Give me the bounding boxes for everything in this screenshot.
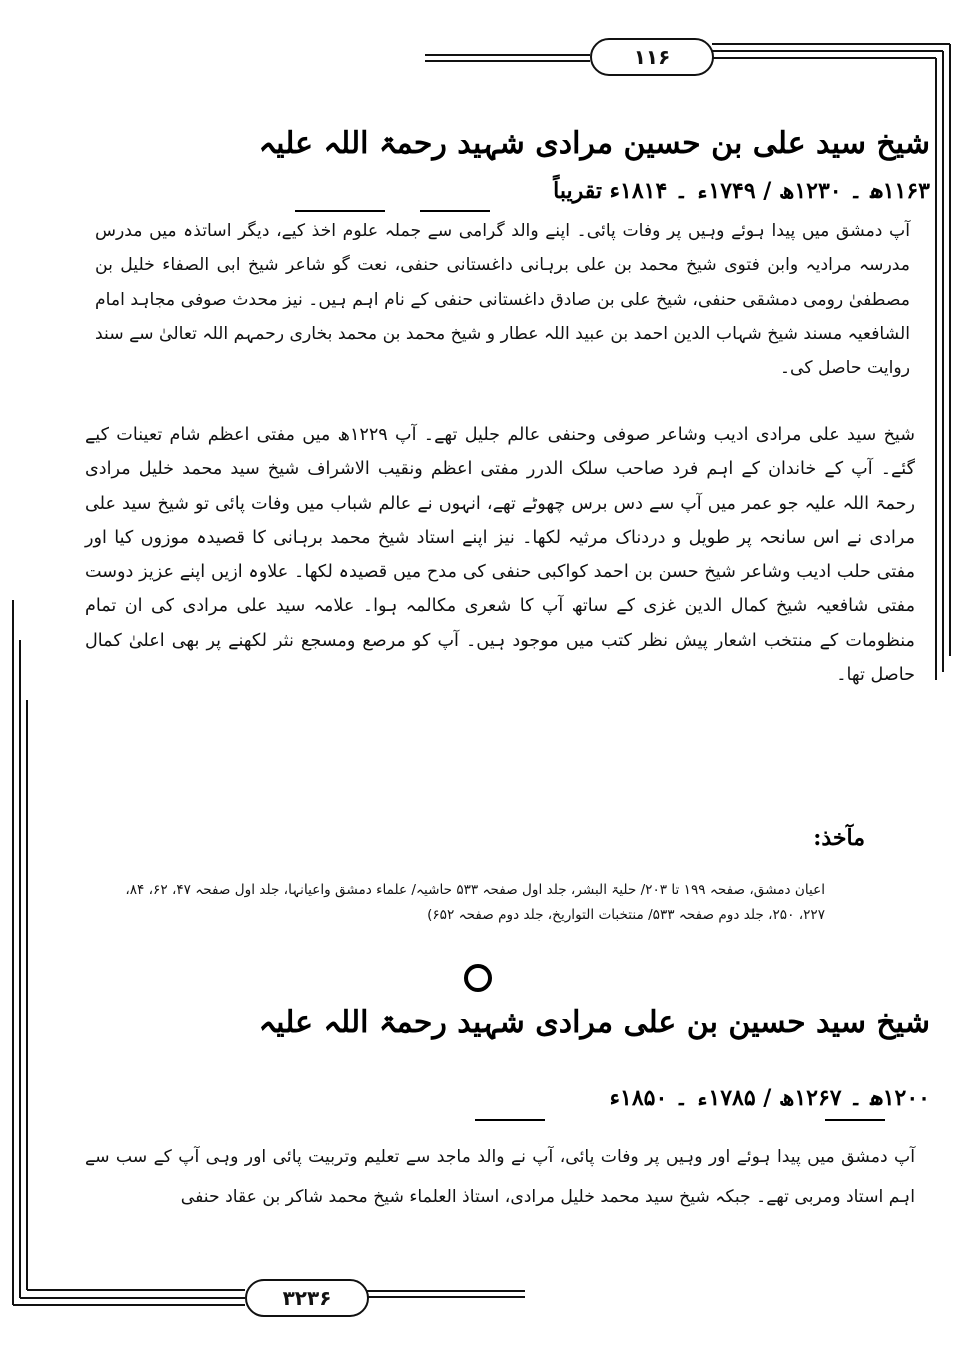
entry1-sources: اعیان دمشق، صفحہ ۱۹۹ تا ۲۰۳/ حلیۃ البشر، جلد اول صفحہ ۵۳۳ حاشیہ/ علماء دمشق واعیانہا، جلد اول صفحہ ۴۷، ۶۲، ۸۴، ۲۲۷، ۲۵۰، جلد دوم صفحہ ۵۳۳/ منتخبات التواریخ، جلد دوم صفحہ ۶۵۲) bbox=[125, 882, 825, 923]
entry1-dates: ۱۱۶۳ھ ۔ ۱۲۳۰ھ / ۱۷۴۹ء ۔ ۱۸۱۴ء تقریباً bbox=[553, 178, 930, 204]
page-number-bottom-text: ۳۲۳۶ bbox=[282, 1286, 332, 1310]
page-number-top bbox=[590, 38, 714, 76]
entry2-dates-underline bbox=[475, 1119, 545, 1121]
entry1-paragraph-2: شیخ سید علی مرادی ادیب وشاعر صوفی وحنفی عالم جلیل تھے۔ آپ ۱۲۲۹ھ میں مفتی اعظم شام تعینات کیے گئے۔ آپ کے خاندان کے اہم فرد صاحب سلک الدرر مفتی اعظم ونقیب الاشراف شیخ سید محمد خلیل مرادی رحمۃ اللہ علیہ جو عمر میں آپ سے دس برس چھوٹے تھے، انہوں نے عالم شباب میں وفات پائی تو شیخ سید علی مرادی نے اس سانحہ پر طویل و دردناک مرثیہ لکھا۔ نیز اپنے استاد شیخ محمد برہانی کا قصیدہ موزوں کیا اور مفتی حلب ادیب وشاعر شیخ حسن بن احمد کواکبی حنفی کی مدح میں قصیدہ لکھا۔ علاوہ ازیں اپنے عزیز دوست مفتی شافعیہ شیخ کمال الدین غزی کے ساتھ آپ کا شعری مکالمہ ہوا۔ علامہ سید علی مرادی کی ان تمام منظومات کے منتخب اشعار پیش نظر کتب میں موجود ہیں۔ آپ کو مرصع ومسجع نثر لکھنے پر بھی اعلیٰ کمال حاصل تھا۔ bbox=[85, 425, 915, 686]
entry2-paragraph-1: آپ دمشق میں پیدا ہوئے اور وہیں پر وفات پائی، آپ نے والد ماجد سے تعلیم وتربیت پائی اور وہی آپ کے سب سے اہم استاد ومربی تھے۔ جبکہ شیخ سید محمد خلیل مرادی، استاذ العلماء شیخ محمد شاکر بن عقاد حنفی bbox=[85, 1147, 915, 1207]
entry1-sources-label: مآخذ: bbox=[813, 825, 865, 851]
entry2-dates: ۱۲۰۰ھ ۔ ۱۲۶۷ھ / ۱۷۸۵ء ۔ ۱۸۵۰ء bbox=[609, 1085, 930, 1111]
page-number-top-text: ۱۱۶ bbox=[633, 45, 671, 69]
entry2-title: شیخ سید حسین بن علی مرادی شہید رحمۃ اللہ علیہ bbox=[258, 1005, 930, 1040]
entry1-paragraph-1: آپ دمشق میں پیدا ہوئے وہیں پر وفات پائی۔ اپنے والد گرامی سے جملہ علوم اخذ کیے، دیگر اساتذہ میں مدرس مدرسہ مرادیہ وابن فتوی شیخ محمد بن علی برہانی داغستانی حنفی، نعت گو شاعر شیخ ابی الصفاء خلیل بن مصطفیٰ رومی دمشقی حنفی، شیخ علی بن صادق داغستانی حنفی کے نام اہم ہیں۔ نیز محدث صوفی مجاہد امام الشافعیہ مسند شیخ شہاب الدین احمد بن عبید اللہ عطار و شیخ محمد بن محمد بخاری رحمہم اللہ تعالیٰ سے سند روایت حاصل کی۔ bbox=[95, 221, 910, 379]
crescent-ornament-icon bbox=[460, 960, 496, 996]
entry1-dates-underline bbox=[295, 210, 385, 212]
entry2-dates-underline-2 bbox=[825, 1119, 885, 1121]
page-number-bottom bbox=[245, 1279, 369, 1317]
entry1-title: شیخ سید علی بن حسین مرادی شہید رحمۃ اللہ علیہ bbox=[258, 126, 930, 161]
entry1-dates-underline-2 bbox=[420, 210, 490, 212]
